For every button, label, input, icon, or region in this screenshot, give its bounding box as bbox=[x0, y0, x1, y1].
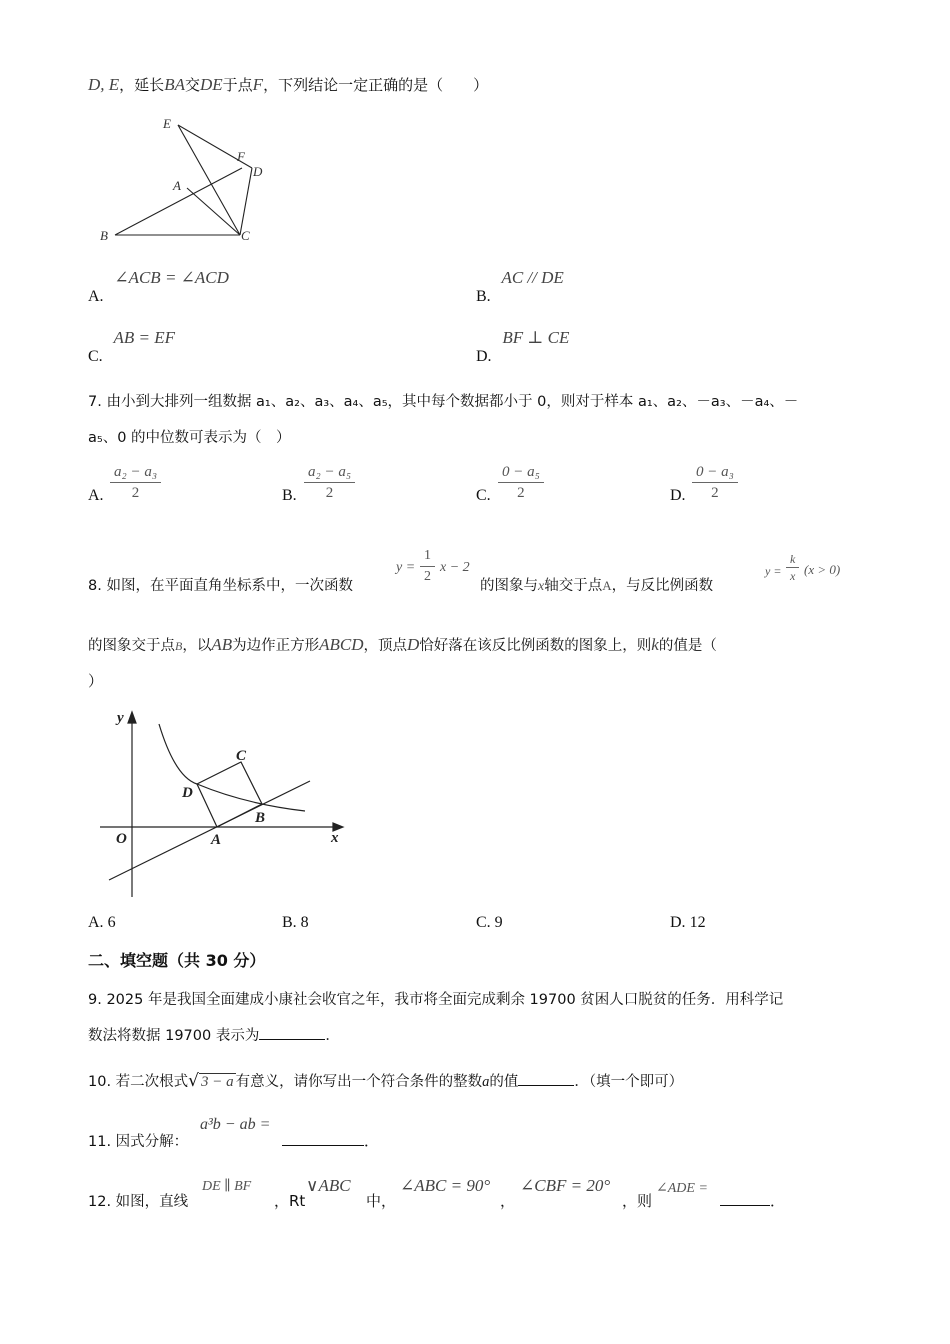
section-title: 二、填空题（共 30 分） bbox=[88, 951, 266, 970]
q8-text: 为边作正方形 bbox=[232, 638, 320, 654]
label-d: D bbox=[253, 164, 263, 179]
frac-den: 2 bbox=[325, 485, 334, 501]
q8-point-d: D bbox=[407, 635, 420, 654]
q8-f2-fraction bbox=[786, 551, 799, 584]
q8-line3: ） bbox=[88, 672, 104, 690]
y-axis-arrow bbox=[128, 712, 136, 723]
q8-text: 的图象交于点 bbox=[88, 638, 175, 654]
q11-expr: a³b − ab = bbox=[200, 1116, 271, 1133]
q6-text: 交 bbox=[184, 76, 200, 94]
q8-k: k bbox=[651, 635, 659, 654]
q8-f1-fraction bbox=[420, 546, 435, 587]
q6-ba: BA bbox=[164, 75, 185, 94]
q8-text: 的图象与 bbox=[480, 578, 538, 594]
option-letter: D. bbox=[476, 348, 492, 365]
line-ec bbox=[178, 125, 240, 235]
q8-f2-y: y = bbox=[765, 564, 782, 578]
q8-text1: 8. 如图，在平面直角坐标系中，一次函数 bbox=[88, 578, 353, 594]
option-value: 6 bbox=[107, 914, 116, 931]
q8-text: 恰好落在该反比例函数的图象上，则 bbox=[419, 638, 652, 654]
q8-text: ，以 bbox=[182, 638, 212, 654]
q7-option-c-fraction[interactable] bbox=[498, 462, 544, 503]
q8-figure bbox=[95, 702, 355, 902]
label-c: C bbox=[236, 748, 247, 764]
option-value: 9 bbox=[494, 914, 503, 931]
q7-line1: 7. 由小到大排列一组数据 a₁、a₂、a₃、a₄、a₅，其中每个数据都小于 0，则对于样本 a₁、a₂、－a₃、－a₄、－ bbox=[88, 394, 799, 410]
option-expr: AC // DE bbox=[501, 268, 564, 287]
option-letter: C. bbox=[88, 348, 103, 365]
q6-points: D, E bbox=[88, 75, 120, 94]
q8-option-b[interactable] bbox=[282, 914, 309, 932]
frac-den: 2 bbox=[517, 485, 525, 501]
q7-option-a-letter[interactable]: A. bbox=[88, 487, 104, 504]
q8-point-b: B bbox=[175, 639, 183, 653]
option-letter: A. bbox=[88, 288, 104, 305]
q7-option-b-fraction[interactable] bbox=[304, 462, 355, 503]
q12-text5: ，则 bbox=[622, 1192, 653, 1210]
q6-text: ，下列结论一定正确的是（ ） bbox=[263, 76, 489, 94]
q12-text4: ， bbox=[500, 1192, 516, 1210]
q8-text2 bbox=[480, 574, 713, 595]
q6-option-c[interactable] bbox=[88, 328, 175, 365]
option-letter: D. bbox=[670, 914, 686, 931]
q8-line2 bbox=[88, 634, 717, 655]
frac-num: 1 bbox=[420, 546, 435, 567]
frac-num: a₂ − a₃ bbox=[110, 462, 161, 483]
label-a: A bbox=[211, 832, 222, 848]
q12-text2: ，Rt bbox=[274, 1192, 306, 1210]
q12-text3: 中， bbox=[366, 1192, 397, 1210]
option-expr: AB = EF bbox=[113, 328, 175, 347]
frac-den: x bbox=[790, 569, 796, 583]
q10-radicand: 3 − a bbox=[201, 1074, 234, 1090]
inverse-function-curve bbox=[159, 724, 305, 811]
label-b: B bbox=[100, 228, 108, 243]
q6-intro bbox=[88, 74, 488, 95]
option-letter: A. bbox=[88, 914, 104, 931]
option-expr: BF ⊥ CE bbox=[502, 328, 570, 347]
frac-num: k bbox=[786, 551, 799, 568]
q6-option-b[interactable] bbox=[476, 268, 564, 305]
q6-text: ，延长 bbox=[119, 76, 165, 94]
q9-text: ． bbox=[325, 1028, 340, 1044]
q6-option-a[interactable] bbox=[88, 268, 229, 305]
q8-ab: AB bbox=[211, 635, 233, 654]
q8-option-a[interactable] bbox=[88, 914, 116, 932]
q12-e5: ∠ADE = bbox=[656, 1181, 708, 1196]
option-expr: ∠ACB = ∠ACD bbox=[114, 268, 229, 287]
q9-answer-blank[interactable] bbox=[259, 1025, 325, 1040]
q6-f: F bbox=[252, 75, 264, 94]
label-d: D bbox=[182, 785, 193, 801]
q9-line2 bbox=[88, 1024, 340, 1045]
label-f: F bbox=[237, 149, 245, 164]
q7-option-c-letter[interactable]: C. bbox=[476, 487, 491, 504]
q12-e4: ∠CBF = 20° bbox=[520, 1176, 611, 1195]
frac-num: 0 − a₃ bbox=[692, 462, 738, 483]
q12-e3: ∠ABC = 90° bbox=[400, 1176, 491, 1195]
label-o: O bbox=[116, 831, 127, 847]
q8-option-c[interactable] bbox=[476, 914, 503, 932]
q6-text: 于点 bbox=[222, 76, 253, 94]
q8-f1-rest: x − 2 bbox=[440, 560, 470, 575]
frac-den: 2 bbox=[131, 485, 140, 501]
q8-option-d[interactable] bbox=[670, 914, 706, 932]
q11-text: ． bbox=[364, 1132, 380, 1150]
q8-f2-cond: (x > 0) bbox=[804, 562, 841, 577]
q7-line2: a₅、0 的中位数可表示为（ ） bbox=[88, 430, 291, 446]
option-letter: B. bbox=[476, 288, 491, 305]
q8-x: x bbox=[538, 579, 545, 594]
label-b: B bbox=[255, 810, 266, 826]
sqrt-icon: √ bbox=[188, 1071, 200, 1091]
q7-option-d-letter[interactable]: D. bbox=[670, 487, 686, 504]
q12-e1: DE ∥ BF bbox=[202, 1179, 252, 1194]
linear-function-line bbox=[109, 781, 310, 880]
q8-text: ，顶点 bbox=[363, 638, 408, 654]
q8-text: 的值是（ bbox=[658, 638, 717, 654]
q12-answer-blank[interactable] bbox=[720, 1191, 770, 1206]
option-letter: C. bbox=[476, 914, 491, 931]
q7-option-d-fraction[interactable] bbox=[692, 462, 738, 503]
option-letter: B. bbox=[282, 914, 297, 931]
q8-f1-y: y = bbox=[396, 560, 416, 575]
q8-text: 轴交于点 bbox=[544, 578, 603, 594]
frac-den: 2 bbox=[424, 569, 431, 584]
q11-answer-blank[interactable] bbox=[282, 1131, 364, 1146]
q11-label: 11. 因式分解： bbox=[88, 1134, 189, 1150]
label-a: A bbox=[173, 178, 181, 193]
q10-answer-blank[interactable] bbox=[518, 1071, 574, 1086]
frac-den: 2 bbox=[711, 485, 719, 501]
option-value: 8 bbox=[300, 914, 309, 931]
q9-line1: 9. 2025 年是我国全面建成小康社会收官之年，我市将全面完成剩余 19700 贫困人口脱贫的任务．用科学记 bbox=[88, 992, 784, 1008]
q10-text: 10. 若二次根式 bbox=[88, 1074, 189, 1090]
line-dc bbox=[240, 168, 252, 235]
q6-de: DE bbox=[199, 75, 223, 94]
q8-abcd: ABCD bbox=[319, 635, 364, 654]
label-x: x bbox=[331, 830, 339, 846]
q8-text: ，与反比例函数 bbox=[611, 578, 714, 594]
q10-text: 的值 bbox=[489, 1074, 519, 1090]
q12-answer bbox=[720, 1190, 785, 1211]
q10-text: ．（填一个即可） bbox=[574, 1074, 684, 1090]
q12-text: ． bbox=[770, 1192, 786, 1210]
square-abcd bbox=[197, 762, 262, 827]
option-value: 12 bbox=[689, 914, 706, 931]
q10-text: 有意义，请你写出一个符合条件的整数 bbox=[235, 1074, 483, 1090]
q7-option-a-fraction[interactable] bbox=[110, 462, 161, 503]
line-ac bbox=[187, 188, 240, 235]
q6-figure bbox=[95, 110, 285, 250]
q10-a: a bbox=[482, 1074, 490, 1090]
frac-num: a₂ − a₅ bbox=[304, 462, 355, 483]
q8-point-a: A bbox=[602, 578, 612, 593]
label-c: C bbox=[241, 228, 250, 243]
q10-line bbox=[88, 1070, 683, 1091]
q7-option-b-letter[interactable]: B. bbox=[282, 487, 297, 504]
q12-text1: 12. 如图，直线 bbox=[88, 1194, 189, 1210]
q11-answer bbox=[282, 1130, 379, 1151]
label-y: y bbox=[117, 710, 124, 726]
q12-e2: ∨ABC bbox=[306, 1176, 351, 1195]
q9-text: 数法将数据 19700 表示为 bbox=[88, 1028, 260, 1044]
label-e: E bbox=[163, 116, 171, 131]
q6-option-d[interactable] bbox=[476, 328, 570, 365]
frac-num: 0 − a₅ bbox=[498, 462, 544, 483]
